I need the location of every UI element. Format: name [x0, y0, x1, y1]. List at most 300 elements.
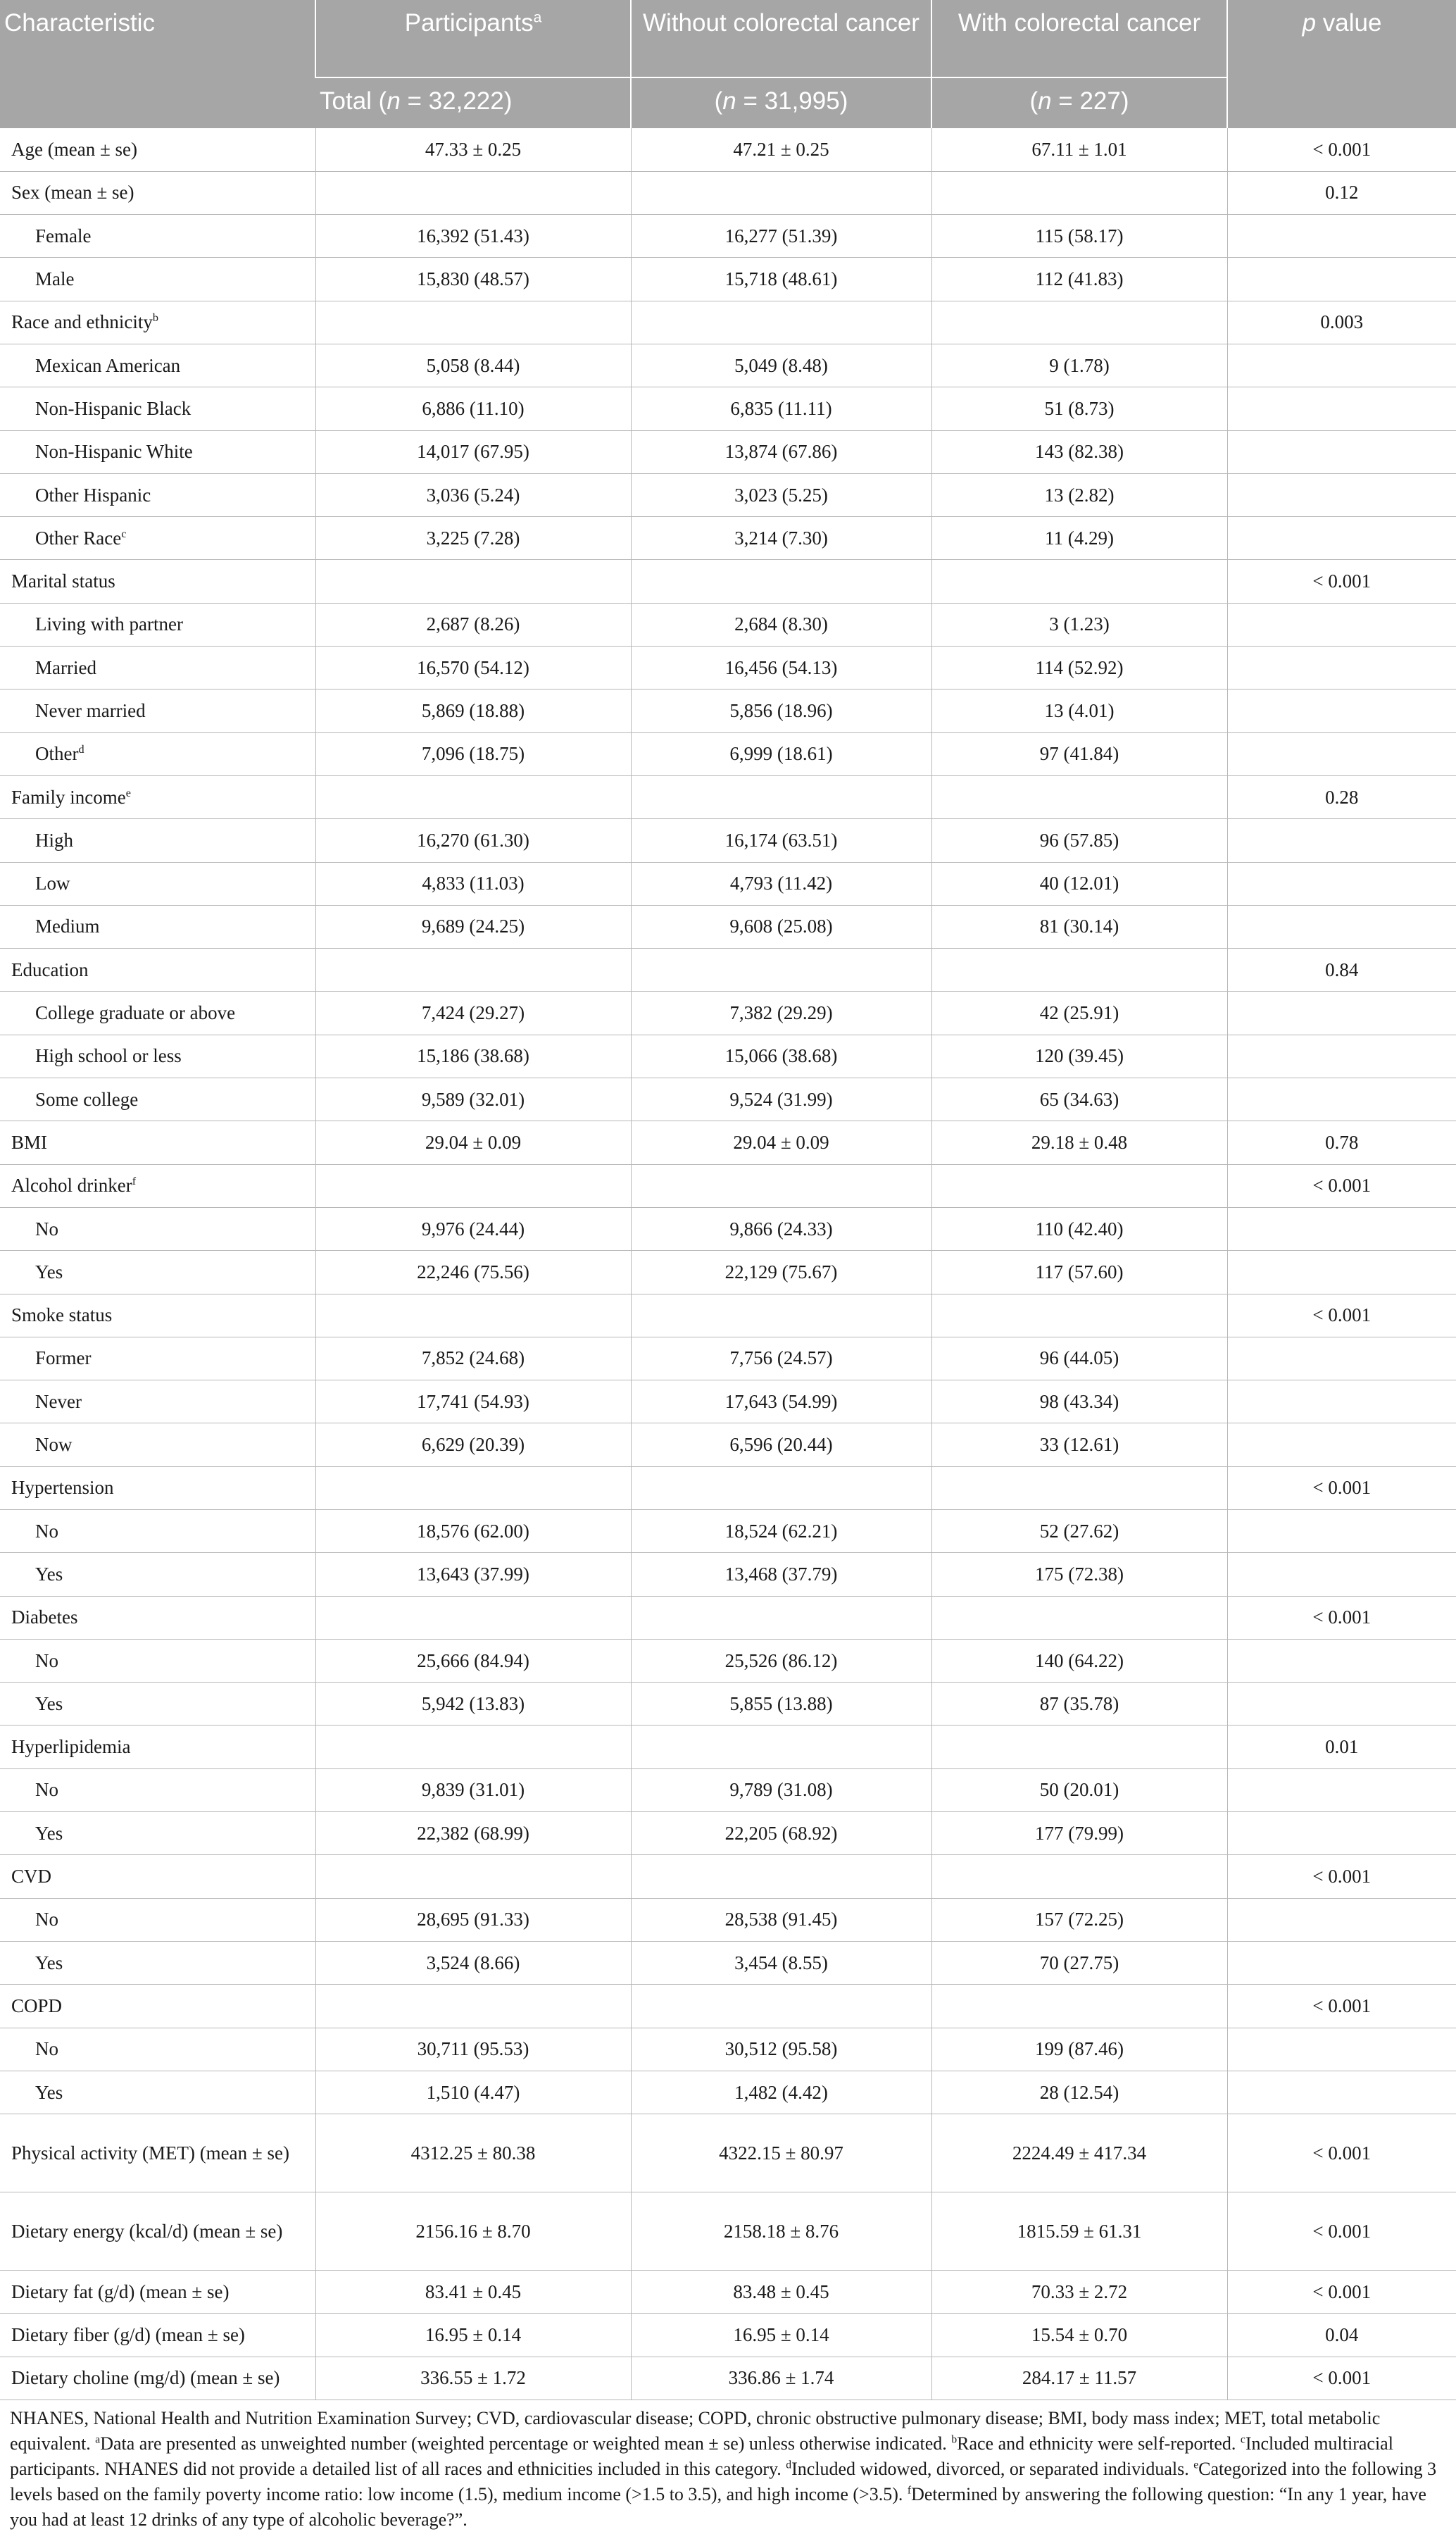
- cell-with-crc: 97 (41.84): [931, 732, 1227, 775]
- cell-total: 5,869 (18.88): [315, 689, 631, 732]
- cell-without-crc: 4322.15 ± 80.97: [631, 2114, 931, 2192]
- table-header: [0, 0, 1456, 128]
- cell-without-crc: 9,524 (31.99): [631, 1078, 931, 1121]
- table-row: [0, 603, 1456, 646]
- cell-total: [315, 1596, 631, 1639]
- cell-with-crc: 9 (1.78): [931, 344, 1227, 387]
- cell-p-value: < 0.001: [1227, 2114, 1456, 2192]
- row-label: No: [0, 1768, 315, 1811]
- cell-without-crc: 3,214 (7.30): [631, 517, 931, 560]
- cell-with-crc: 96 (57.85): [931, 819, 1227, 862]
- cell-p-value: [1227, 1207, 1456, 1250]
- cell-total: 5,058 (8.44): [315, 344, 631, 387]
- cell-p-value: [1227, 1898, 1456, 1941]
- row-label: Mexican American: [0, 344, 315, 387]
- row-label: Now: [0, 1423, 315, 1466]
- cell-p-value: 0.78: [1227, 1121, 1456, 1164]
- cell-total: 5,942 (13.83): [315, 1683, 631, 1726]
- cell-without-crc: 29.04 ± 0.09: [631, 1121, 931, 1164]
- cell-without-crc: 18,524 (62.21): [631, 1510, 931, 1553]
- cell-p-value: 0.003: [1227, 301, 1456, 344]
- row-label: Hyperlipidemia: [0, 1726, 315, 1768]
- row-label: No: [0, 2028, 315, 2071]
- cell-total: 9,976 (24.44): [315, 1207, 631, 1250]
- table-row: [0, 1337, 1456, 1380]
- header-without-crc: Without colorectal cancer: [631, 0, 931, 77]
- table-row: [0, 1768, 1456, 1811]
- row-label: Yes: [0, 1683, 315, 1726]
- table-row: [0, 1380, 1456, 1423]
- footnote-e: Categorized into the following 3 levels based on the family poverty income ratio: low income (1.5), medium income (>1.5 to 3.5), and high income (>3.5).: [10, 2459, 1437, 2505]
- cell-without-crc: 16,456 (54.13): [631, 647, 931, 689]
- cell-p-value: [1227, 1078, 1456, 1121]
- cell-without-crc: 3,023 (5.25): [631, 473, 931, 516]
- cell-without-crc: 9,866 (24.33): [631, 1207, 931, 1250]
- cell-without-crc: 6,596 (20.44): [631, 1423, 931, 1466]
- cell-with-crc: 87 (35.78): [931, 1683, 1227, 1726]
- cell-without-crc: [631, 1294, 931, 1337]
- cell-p-value: < 0.001: [1227, 128, 1456, 171]
- row-label: Diabetes: [0, 1596, 315, 1639]
- row-label: Alcohol drinker$^f$: [0, 1164, 315, 1207]
- row-label: No: [0, 1207, 315, 1250]
- header-p-value: p value: [1227, 0, 1456, 128]
- cell-without-crc: 9,789 (31.08): [631, 1768, 931, 1811]
- cell-without-crc: 5,049 (8.48): [631, 344, 931, 387]
- cell-with-crc: 120 (39.45): [931, 1035, 1227, 1078]
- row-label: CVD: [0, 1855, 315, 1898]
- cell-p-value: 0.01: [1227, 1726, 1456, 1768]
- cell-without-crc: 6,999 (18.61): [631, 732, 931, 775]
- footnote-a: Data are presented as unweighted number (weighted percentage or weighted mean ± se) unless otherwise indicated.: [100, 2433, 947, 2454]
- cell-total: [315, 1164, 631, 1207]
- table-row: [0, 1423, 1456, 1466]
- table-row: [0, 1726, 1456, 1768]
- cell-without-crc: [631, 560, 931, 603]
- cell-p-value: 0.84: [1227, 949, 1456, 992]
- table-row: [0, 215, 1456, 258]
- table-row: [0, 1251, 1456, 1294]
- row-label: Married: [0, 647, 315, 689]
- cell-total: [315, 1466, 631, 1509]
- cell-without-crc: 336.86 ± 1.74: [631, 2357, 931, 2400]
- cell-with-crc: 3 (1.23): [931, 603, 1227, 646]
- table-row: [0, 949, 1456, 992]
- row-label: Marital status: [0, 560, 315, 603]
- cell-with-crc: [931, 775, 1227, 818]
- cell-with-crc: 50 (20.01): [931, 1768, 1227, 1811]
- cell-without-crc: 3,454 (8.55): [631, 1941, 931, 1984]
- row-label: Yes: [0, 1251, 315, 1294]
- cell-total: 4312.25 ± 80.38: [315, 2114, 631, 2192]
- cell-p-value: < 0.001: [1227, 1855, 1456, 1898]
- row-label: College graduate or above: [0, 992, 315, 1035]
- cell-total: 3,225 (7.28): [315, 517, 631, 560]
- cell-p-value: [1227, 1941, 1456, 1984]
- cell-total: 16.95 ± 0.14: [315, 2314, 631, 2357]
- cell-p-value: [1227, 1251, 1456, 1294]
- cell-total: [315, 560, 631, 603]
- cell-p-value: [1227, 992, 1456, 1035]
- cell-total: 6,629 (20.39): [315, 1423, 631, 1466]
- cell-total: 17,741 (54.93): [315, 1380, 631, 1423]
- cell-with-crc: 52 (27.62): [931, 1510, 1227, 1553]
- cell-with-crc: 98 (43.34): [931, 1380, 1227, 1423]
- cell-without-crc: 22,205 (68.92): [631, 1812, 931, 1855]
- cell-p-value: < 0.001: [1227, 1294, 1456, 1337]
- table-footnote: NHANES, National Health and Nutrition Examination Survey; CVD, cardiovascular disease; COPD, chronic obstructive pulmonary disease; BMI, body mass index; MET, total metabolic equivalent. $^a$Data are presented as unweighted number (weighted percentage or weighted mean ± se) unless otherwise indicated. $^b$Race and ethnicity were self-reported. $^c$Included multiracial participants. NHANES did not provide a detailed list of all races and ethnicities included in this category. $^d$Included widowed, divorced, or separated individuals. $^e$Categorized into the following 3 levels based on the family poverty income ratio: low income (1.5), medium income (>1.5 to 3.5), and high income (>3.5). $^f$Determined by answering the following question: “In any 1 year, have you had at least 12 drinks of any type of alcoholic beverage?”.: [10, 2408, 1437, 2531]
- cell-with-crc: 199 (87.46): [931, 2028, 1227, 2071]
- cell-without-crc: [631, 1726, 931, 1768]
- cell-p-value: [1227, 1812, 1456, 1855]
- table-row: [0, 905, 1456, 948]
- cell-p-value: [1227, 1639, 1456, 1682]
- cell-without-crc: 5,856 (18.96): [631, 689, 931, 732]
- header-total-n: Total (n = 32,222): [315, 77, 631, 128]
- cell-without-crc: [631, 1164, 931, 1207]
- table-row: [0, 2271, 1456, 2314]
- footnote-d: Included widowed, divorced, or separated individuals.: [791, 2459, 1189, 2480]
- table-row: [0, 517, 1456, 560]
- row-label: Male: [0, 258, 315, 301]
- cell-with-crc: 70 (27.75): [931, 1941, 1227, 1984]
- cell-without-crc: [631, 171, 931, 214]
- row-label: Smoke status: [0, 1294, 315, 1337]
- row-label: Hypertension: [0, 1466, 315, 1509]
- cell-p-value: < 0.001: [1227, 560, 1456, 603]
- cell-p-value: [1227, 1768, 1456, 1811]
- cell-with-crc: [931, 1855, 1227, 1898]
- cell-with-crc: 15.54 ± 0.70: [931, 2314, 1227, 2357]
- cell-with-crc: 13 (4.01): [931, 689, 1227, 732]
- row-label: Non-Hispanic Black: [0, 387, 315, 430]
- cell-with-crc: [931, 1294, 1227, 1337]
- row-label: Race and ethnicity$^b$: [0, 301, 315, 344]
- cell-with-crc: 33 (12.61): [931, 1423, 1227, 1466]
- cell-with-crc: [931, 1466, 1227, 1509]
- table-row: [0, 1683, 1456, 1726]
- row-label: Family income$^e$: [0, 775, 315, 818]
- cell-p-value: [1227, 603, 1456, 646]
- cell-without-crc: 22,129 (75.67): [631, 1251, 931, 1294]
- table-row: [0, 171, 1456, 214]
- row-label: Yes: [0, 1941, 315, 1984]
- cell-without-crc: 7,382 (29.29): [631, 992, 931, 1035]
- cell-without-crc: 7,756 (24.57): [631, 1337, 931, 1380]
- cell-total: 3,524 (8.66): [315, 1941, 631, 1984]
- cell-without-crc: 13,468 (37.79): [631, 1553, 931, 1596]
- table-row: [0, 1207, 1456, 1250]
- cell-total: [315, 171, 631, 214]
- cell-with-crc: 284.17 ± 11.57: [931, 2357, 1227, 2400]
- row-label: No: [0, 1510, 315, 1553]
- row-label: Former: [0, 1337, 315, 1380]
- cell-total: 28,695 (91.33): [315, 1898, 631, 1941]
- cell-total: 7,096 (18.75): [315, 732, 631, 775]
- row-label: Dietary energy (kcal/d) (mean ± se): [0, 2192, 315, 2271]
- table-row: [0, 473, 1456, 516]
- cell-with-crc: 117 (57.60): [931, 1251, 1227, 1294]
- table-row: [0, 258, 1456, 301]
- cell-p-value: [1227, 1683, 1456, 1726]
- cell-without-crc: [631, 949, 931, 992]
- cell-without-crc: 30,512 (95.58): [631, 2028, 931, 2071]
- cell-total: [315, 1726, 631, 1768]
- table-row: [0, 1510, 1456, 1553]
- cell-total: 15,830 (48.57): [315, 258, 631, 301]
- table-row: [0, 1466, 1456, 1509]
- table-row: [0, 2028, 1456, 2071]
- table-row: [0, 862, 1456, 905]
- table-row: [0, 430, 1456, 473]
- cell-total: 9,689 (24.25): [315, 905, 631, 948]
- table-row: [0, 2314, 1456, 2357]
- cell-total: [315, 1294, 631, 1337]
- cell-without-crc: 2158.18 ± 8.76: [631, 2192, 931, 2271]
- table-row: [0, 344, 1456, 387]
- cell-with-crc: [931, 301, 1227, 344]
- cell-with-crc: 67.11 ± 1.01: [931, 128, 1227, 171]
- cell-p-value: < 0.001: [1227, 1164, 1456, 1207]
- row-label: Medium: [0, 905, 315, 948]
- table-row: [0, 1596, 1456, 1639]
- cell-total: [315, 301, 631, 344]
- table-row: [0, 1985, 1456, 2028]
- cell-with-crc: 140 (64.22): [931, 1639, 1227, 1682]
- cell-without-crc: 5,855 (13.88): [631, 1683, 931, 1726]
- cell-total: 22,382 (68.99): [315, 1812, 631, 1855]
- table-row: [0, 1078, 1456, 1121]
- cell-without-crc: 25,526 (86.12): [631, 1639, 931, 1682]
- cell-p-value: 0.28: [1227, 775, 1456, 818]
- cell-with-crc: 42 (25.91): [931, 992, 1227, 1035]
- cell-without-crc: 1,482 (4.42): [631, 2071, 931, 2114]
- cell-total: 1,510 (4.47): [315, 2071, 631, 2114]
- cell-total: 13,643 (37.99): [315, 1553, 631, 1596]
- cell-total: 47.33 ± 0.25: [315, 128, 631, 171]
- table-row: [0, 689, 1456, 732]
- cell-with-crc: 96 (44.05): [931, 1337, 1227, 1380]
- cell-total: 7,424 (29.27): [315, 992, 631, 1035]
- cell-without-crc: [631, 1466, 931, 1509]
- cell-p-value: [1227, 862, 1456, 905]
- cell-p-value: [1227, 647, 1456, 689]
- row-label: Never: [0, 1380, 315, 1423]
- table-row: [0, 1121, 1456, 1164]
- footnote-c: Included multiracial participants. NHANES did not provide a detailed list of all races and ethnicities included in this category.: [10, 2433, 1393, 2480]
- cell-without-crc: 83.48 ± 0.45: [631, 2271, 931, 2314]
- row-label: Yes: [0, 2071, 315, 2114]
- cell-p-value: < 0.001: [1227, 1596, 1456, 1639]
- cell-total: [315, 1855, 631, 1898]
- row-label: Education: [0, 949, 315, 992]
- footnote-f: Determined by answering the following question: “In any 1 year, have you had at least 12 drinks of any type of alcoholic beverage?”.: [10, 2484, 1426, 2531]
- cell-p-value: [1227, 1553, 1456, 1596]
- cell-with-crc: [931, 1164, 1227, 1207]
- cell-total: [315, 775, 631, 818]
- row-label: Other Race$^c$: [0, 517, 315, 560]
- cell-without-crc: 17,643 (54.99): [631, 1380, 931, 1423]
- cell-p-value: [1227, 1380, 1456, 1423]
- row-label: Some college: [0, 1078, 315, 1121]
- row-label: Yes: [0, 1553, 315, 1596]
- cell-with-crc: 110 (42.40): [931, 1207, 1227, 1250]
- cell-with-crc: [931, 1726, 1227, 1768]
- cell-with-crc: [931, 949, 1227, 992]
- cell-total: [315, 949, 631, 992]
- row-label: BMI: [0, 1121, 315, 1164]
- cell-without-crc: 15,718 (48.61): [631, 258, 931, 301]
- cell-with-crc: 29.18 ± 0.48: [931, 1121, 1227, 1164]
- cell-total: 29.04 ± 0.09: [315, 1121, 631, 1164]
- cell-with-crc: 70.33 ± 2.72: [931, 2271, 1227, 2314]
- cell-p-value: < 0.001: [1227, 2357, 1456, 2400]
- cell-p-value: < 0.001: [1227, 1466, 1456, 1509]
- cell-with-crc: 143 (82.38): [931, 430, 1227, 473]
- cell-total: 9,589 (32.01): [315, 1078, 631, 1121]
- cell-total: 83.41 ± 0.45: [315, 2271, 631, 2314]
- row-label: COPD: [0, 1985, 315, 2028]
- table-row: [0, 1898, 1456, 1941]
- cell-without-crc: 16,174 (63.51): [631, 819, 931, 862]
- cell-p-value: [1227, 2071, 1456, 2114]
- cell-without-crc: 6,835 (11.11): [631, 387, 931, 430]
- cell-p-value: [1227, 819, 1456, 862]
- cell-total: [315, 1985, 631, 2028]
- row-label: Living with partner: [0, 603, 315, 646]
- cell-total: 4,833 (11.03): [315, 862, 631, 905]
- cell-p-value: [1227, 689, 1456, 732]
- header-participants: Participants$^a$: [315, 0, 631, 77]
- row-label: No: [0, 1898, 315, 1941]
- cell-with-crc: 1815.59 ± 61.31: [931, 2192, 1227, 2271]
- footnote-b: Race and ethnicity were self-reported.: [957, 2433, 1236, 2454]
- cell-total: 3,036 (5.24): [315, 473, 631, 516]
- cell-without-crc: [631, 1596, 931, 1639]
- cell-p-value: [1227, 1035, 1456, 1078]
- cell-p-value: 0.04: [1227, 2314, 1456, 2357]
- cell-with-crc: [931, 171, 1227, 214]
- cell-p-value: 0.12: [1227, 171, 1456, 214]
- cell-without-crc: 9,608 (25.08): [631, 905, 931, 948]
- cell-without-crc: 15,066 (38.68): [631, 1035, 931, 1078]
- row-label: Female: [0, 215, 315, 258]
- table-row: [0, 732, 1456, 775]
- row-label: Other Hispanic: [0, 473, 315, 516]
- table-row: [0, 1035, 1456, 1078]
- cell-p-value: [1227, 215, 1456, 258]
- cell-total: 30,711 (95.53): [315, 2028, 631, 2071]
- cell-with-crc: 28 (12.54): [931, 2071, 1227, 2114]
- row-label: Dietary fiber (g/d) (mean ± se): [0, 2314, 315, 2357]
- header-with-crc: With colorectal cancer: [931, 0, 1227, 77]
- cell-without-crc: 47.21 ± 0.25: [631, 128, 931, 171]
- cell-with-crc: 115 (58.17): [931, 215, 1227, 258]
- cell-with-crc: 65 (34.63): [931, 1078, 1227, 1121]
- table-row: [0, 2357, 1456, 2400]
- cell-total: 25,666 (84.94): [315, 1639, 631, 1682]
- cell-without-crc: 28,538 (91.45): [631, 1898, 931, 1941]
- table-row: [0, 1294, 1456, 1337]
- table-row: [0, 1639, 1456, 1682]
- cell-without-crc: [631, 301, 931, 344]
- cell-without-crc: [631, 775, 931, 818]
- row-label: Dietary choline (mg/d) (mean ± se): [0, 2357, 315, 2400]
- footnote-abbreviations: NHANES, National Health and Nutrition Examination Survey; CVD, cardiovascular disease; COPD, chronic obstructive pulmonary disease; BMI, body mass index; MET, total metabolic equivalent.: [10, 2408, 1381, 2454]
- cell-without-crc: 16.95 ± 0.14: [631, 2314, 931, 2357]
- cell-total: 6,886 (11.10): [315, 387, 631, 430]
- table-row: [0, 1812, 1456, 1855]
- cell-total: 18,576 (62.00): [315, 1510, 631, 1553]
- row-label: Age (mean ± se): [0, 128, 315, 171]
- cell-p-value: [1227, 905, 1456, 948]
- cell-total: 336.55 ± 1.72: [315, 2357, 631, 2400]
- table-row: [0, 992, 1456, 1035]
- row-label: High school or less: [0, 1035, 315, 1078]
- cell-total: 15,186 (38.68): [315, 1035, 631, 1078]
- row-label: Physical activity (MET) (mean ± se): [0, 2114, 315, 2192]
- cell-total: 7,852 (24.68): [315, 1337, 631, 1380]
- cell-p-value: [1227, 1423, 1456, 1466]
- cell-p-value: < 0.001: [1227, 2192, 1456, 2271]
- cell-without-crc: [631, 1855, 931, 1898]
- cell-p-value: [1227, 2028, 1456, 2071]
- row-label: Yes: [0, 1812, 315, 1855]
- row-label: Sex (mean ± se): [0, 171, 315, 214]
- table-row: [0, 128, 1456, 171]
- table-row: [0, 560, 1456, 603]
- table-row: [0, 2114, 1456, 2192]
- cell-p-value: [1227, 430, 1456, 473]
- cell-with-crc: 13 (2.82): [931, 473, 1227, 516]
- cell-with-crc: 81 (30.14): [931, 905, 1227, 948]
- cell-p-value: < 0.001: [1227, 2271, 1456, 2314]
- cell-p-value: [1227, 258, 1456, 301]
- row-label: Other$^d$: [0, 732, 315, 775]
- cell-with-crc: 11 (4.29): [931, 517, 1227, 560]
- cell-p-value: [1227, 732, 1456, 775]
- header-without-n: (n = 31,995): [631, 77, 931, 128]
- row-label: Non-Hispanic White: [0, 430, 315, 473]
- table-row: [0, 1941, 1456, 1984]
- cell-with-crc: 112 (41.83): [931, 258, 1227, 301]
- row-label: No: [0, 1639, 315, 1682]
- cell-without-crc: 16,277 (51.39): [631, 215, 931, 258]
- header-with-n: (n = 227): [931, 77, 1227, 128]
- cell-total: 16,570 (54.12): [315, 647, 631, 689]
- table-row: [0, 387, 1456, 430]
- cell-p-value: [1227, 344, 1456, 387]
- table-row: [0, 819, 1456, 862]
- table-row: [0, 1553, 1456, 1596]
- cell-total: 16,392 (51.43): [315, 215, 631, 258]
- cell-total: 16,270 (61.30): [315, 819, 631, 862]
- cell-without-crc: [631, 1985, 931, 2028]
- cell-total: 22,246 (75.56): [315, 1251, 631, 1294]
- cell-with-crc: 114 (52.92): [931, 647, 1227, 689]
- header-characteristic: Characteristic: [0, 0, 315, 128]
- table-row: [0, 1855, 1456, 1898]
- cell-p-value: < 0.001: [1227, 1985, 1456, 2028]
- cell-without-crc: 2,684 (8.30): [631, 603, 931, 646]
- cell-p-value: [1227, 387, 1456, 430]
- cell-with-crc: 177 (79.99): [931, 1812, 1227, 1855]
- cell-without-crc: 13,874 (67.86): [631, 430, 931, 473]
- cell-with-crc: 51 (8.73): [931, 387, 1227, 430]
- cell-p-value: [1227, 517, 1456, 560]
- row-label: Never married: [0, 689, 315, 732]
- table-row: [0, 647, 1456, 689]
